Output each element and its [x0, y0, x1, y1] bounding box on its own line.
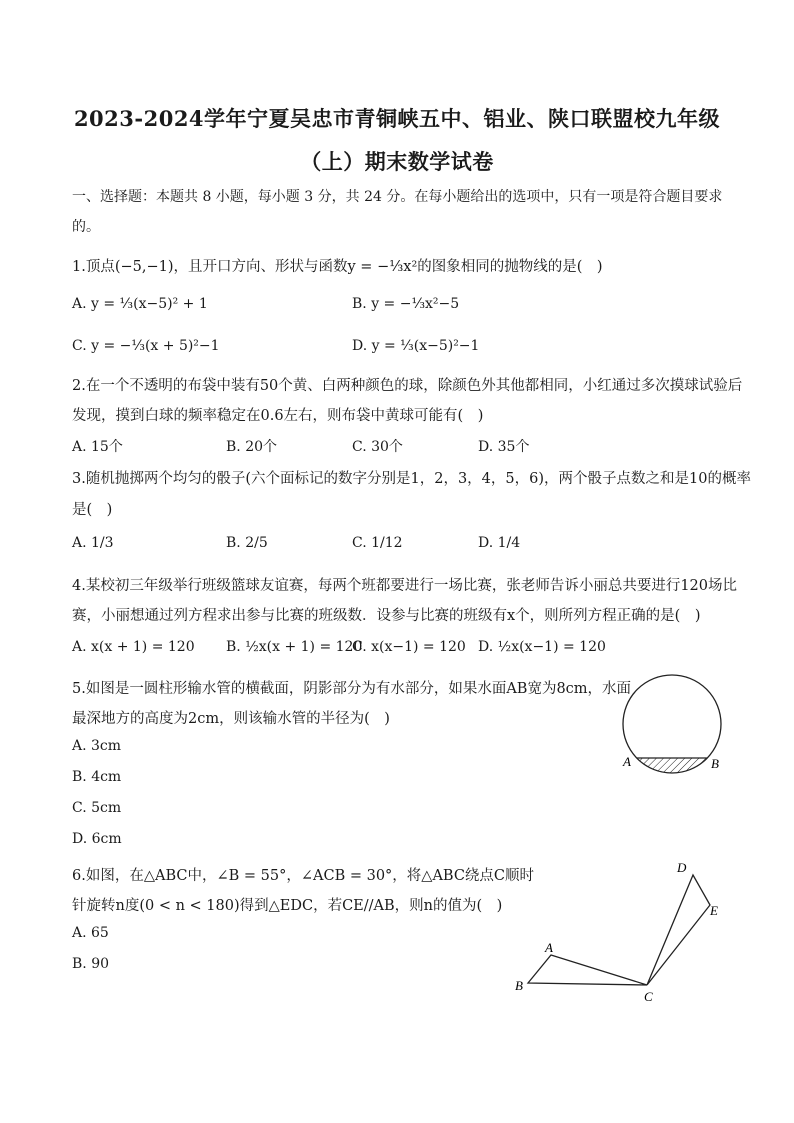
q5-option-a: A. 3cm [72, 738, 122, 754]
q2-stem-line2: 发现，摸到白球的频率稳定在0.6左右，则布袋中黄球可能有( ) [72, 408, 484, 424]
q3-option-c: C. 1/12 [352, 535, 403, 551]
q5-option-c: C. 5cm [72, 800, 122, 816]
section1-instructions-line2: 的。 [72, 219, 100, 235]
q6-rotation-figure [505, 855, 735, 1005]
q5-option-d: D. 6cm [72, 831, 122, 847]
q4-option-d: D. ½x(x−1) = 120 [478, 639, 606, 655]
q1-stem: 1.顶点(−5,−1)，且开口方向、形状与函数y = −⅓x²的图象相同的抛物线的是( ) [72, 259, 603, 275]
q2-stem-line1: 2.在一个不透明的布袋中装有50个黄、白两种颜色的球，除颜色外其他都相同，小红通过多次摸球试验后 [72, 378, 743, 394]
q6-label-c: C [644, 989, 653, 1004]
q6-stem-line1: 6.如图，在△ABC中，∠B = 55°，∠ACB = 30°，将△ABC绕点C顺时 [72, 868, 535, 884]
q4-option-b: B. ½x(x + 1) = 120 [226, 639, 363, 655]
q6-label-d: D [677, 860, 687, 875]
q6-stem-line2: 针旋转n度(0 < n < 180)得到△EDC，若CE//AB，则n的值为( ) [72, 898, 503, 914]
q6-option-a: A. 65 [72, 925, 109, 941]
q6-option-b: B. 90 [72, 956, 110, 972]
q4-stem-line2: 赛，小丽想通过列方程求出参与比赛的班级数．设参与比赛的班级有x个，则所列方程正确的是( ) [72, 608, 701, 624]
q1-option-d: D. y = ⅓(x−5)²−1 [352, 338, 480, 354]
q1-option-b: B. y = −⅓x²−5 [352, 296, 460, 312]
q4-option-c: C. x(x−1) = 120 [352, 639, 466, 655]
q5-pipe-cross-section-figure [615, 672, 735, 787]
q6-triangle-edc [647, 875, 710, 985]
q6-label-a: A [545, 940, 553, 955]
q2-option-b: B. 20个 [226, 439, 278, 455]
q3-option-b: B. 2/5 [226, 535, 268, 551]
q1-option-a: A. y = ⅓(x−5)² + 1 [72, 296, 208, 312]
q3-stem-line1: 3.随机抛掷两个均匀的骰子(六个面标记的数字分别是1，2，3，4，5，6)，两个骰子点数之和是10的概率 [72, 471, 751, 487]
q6-triangle-abc [528, 955, 647, 985]
q5-label-a: A [623, 754, 631, 769]
q6-label-e: E [710, 903, 718, 918]
section1-instructions-line1: 一、选择题：本题共 8 小题，每小题 3 分，共 24 分。在每小题给出的选项中，只有一项是符合题目要求 [72, 189, 723, 205]
q1-option-c: C. y = −⅓(x + 5)²−1 [72, 338, 220, 354]
q2-option-a: A. 15个 [72, 439, 123, 455]
q4-option-a: A. x(x + 1) = 120 [72, 639, 195, 655]
q3-option-d: D. 1/4 [478, 535, 521, 551]
q4-stem-line1: 4.某校初三年级举行班级篮球友谊赛，每两个班都要进行一场比赛，张老师告诉小丽总共要进行120场比 [72, 578, 738, 594]
q5-label-b: B [711, 756, 719, 771]
q5-option-b: B. 4cm [72, 769, 122, 785]
q2-option-c: C. 30个 [352, 439, 403, 455]
q2-option-d: D. 35个 [478, 439, 530, 455]
q3-stem-line2: 是( ) [72, 502, 113, 518]
exam-title-line2: （上）期末数学试卷 [300, 149, 494, 174]
q5-stem-line1: 5.如图是一圆柱形输水管的横截面，阴影部分为有水部分，如果水面AB宽为8cm，水面 [72, 681, 632, 697]
q3-option-a: A. 1/3 [72, 535, 114, 551]
exam-title-line1: 2023-2024学年宁夏吴忠市青铜峡五中、铝业、陕口联盟校九年级 [73, 106, 721, 131]
q6-label-b: B [515, 978, 523, 993]
q5-stem-line2: 最深地方的高度为2cm，则该输水管的半径为( ) [72, 711, 390, 727]
